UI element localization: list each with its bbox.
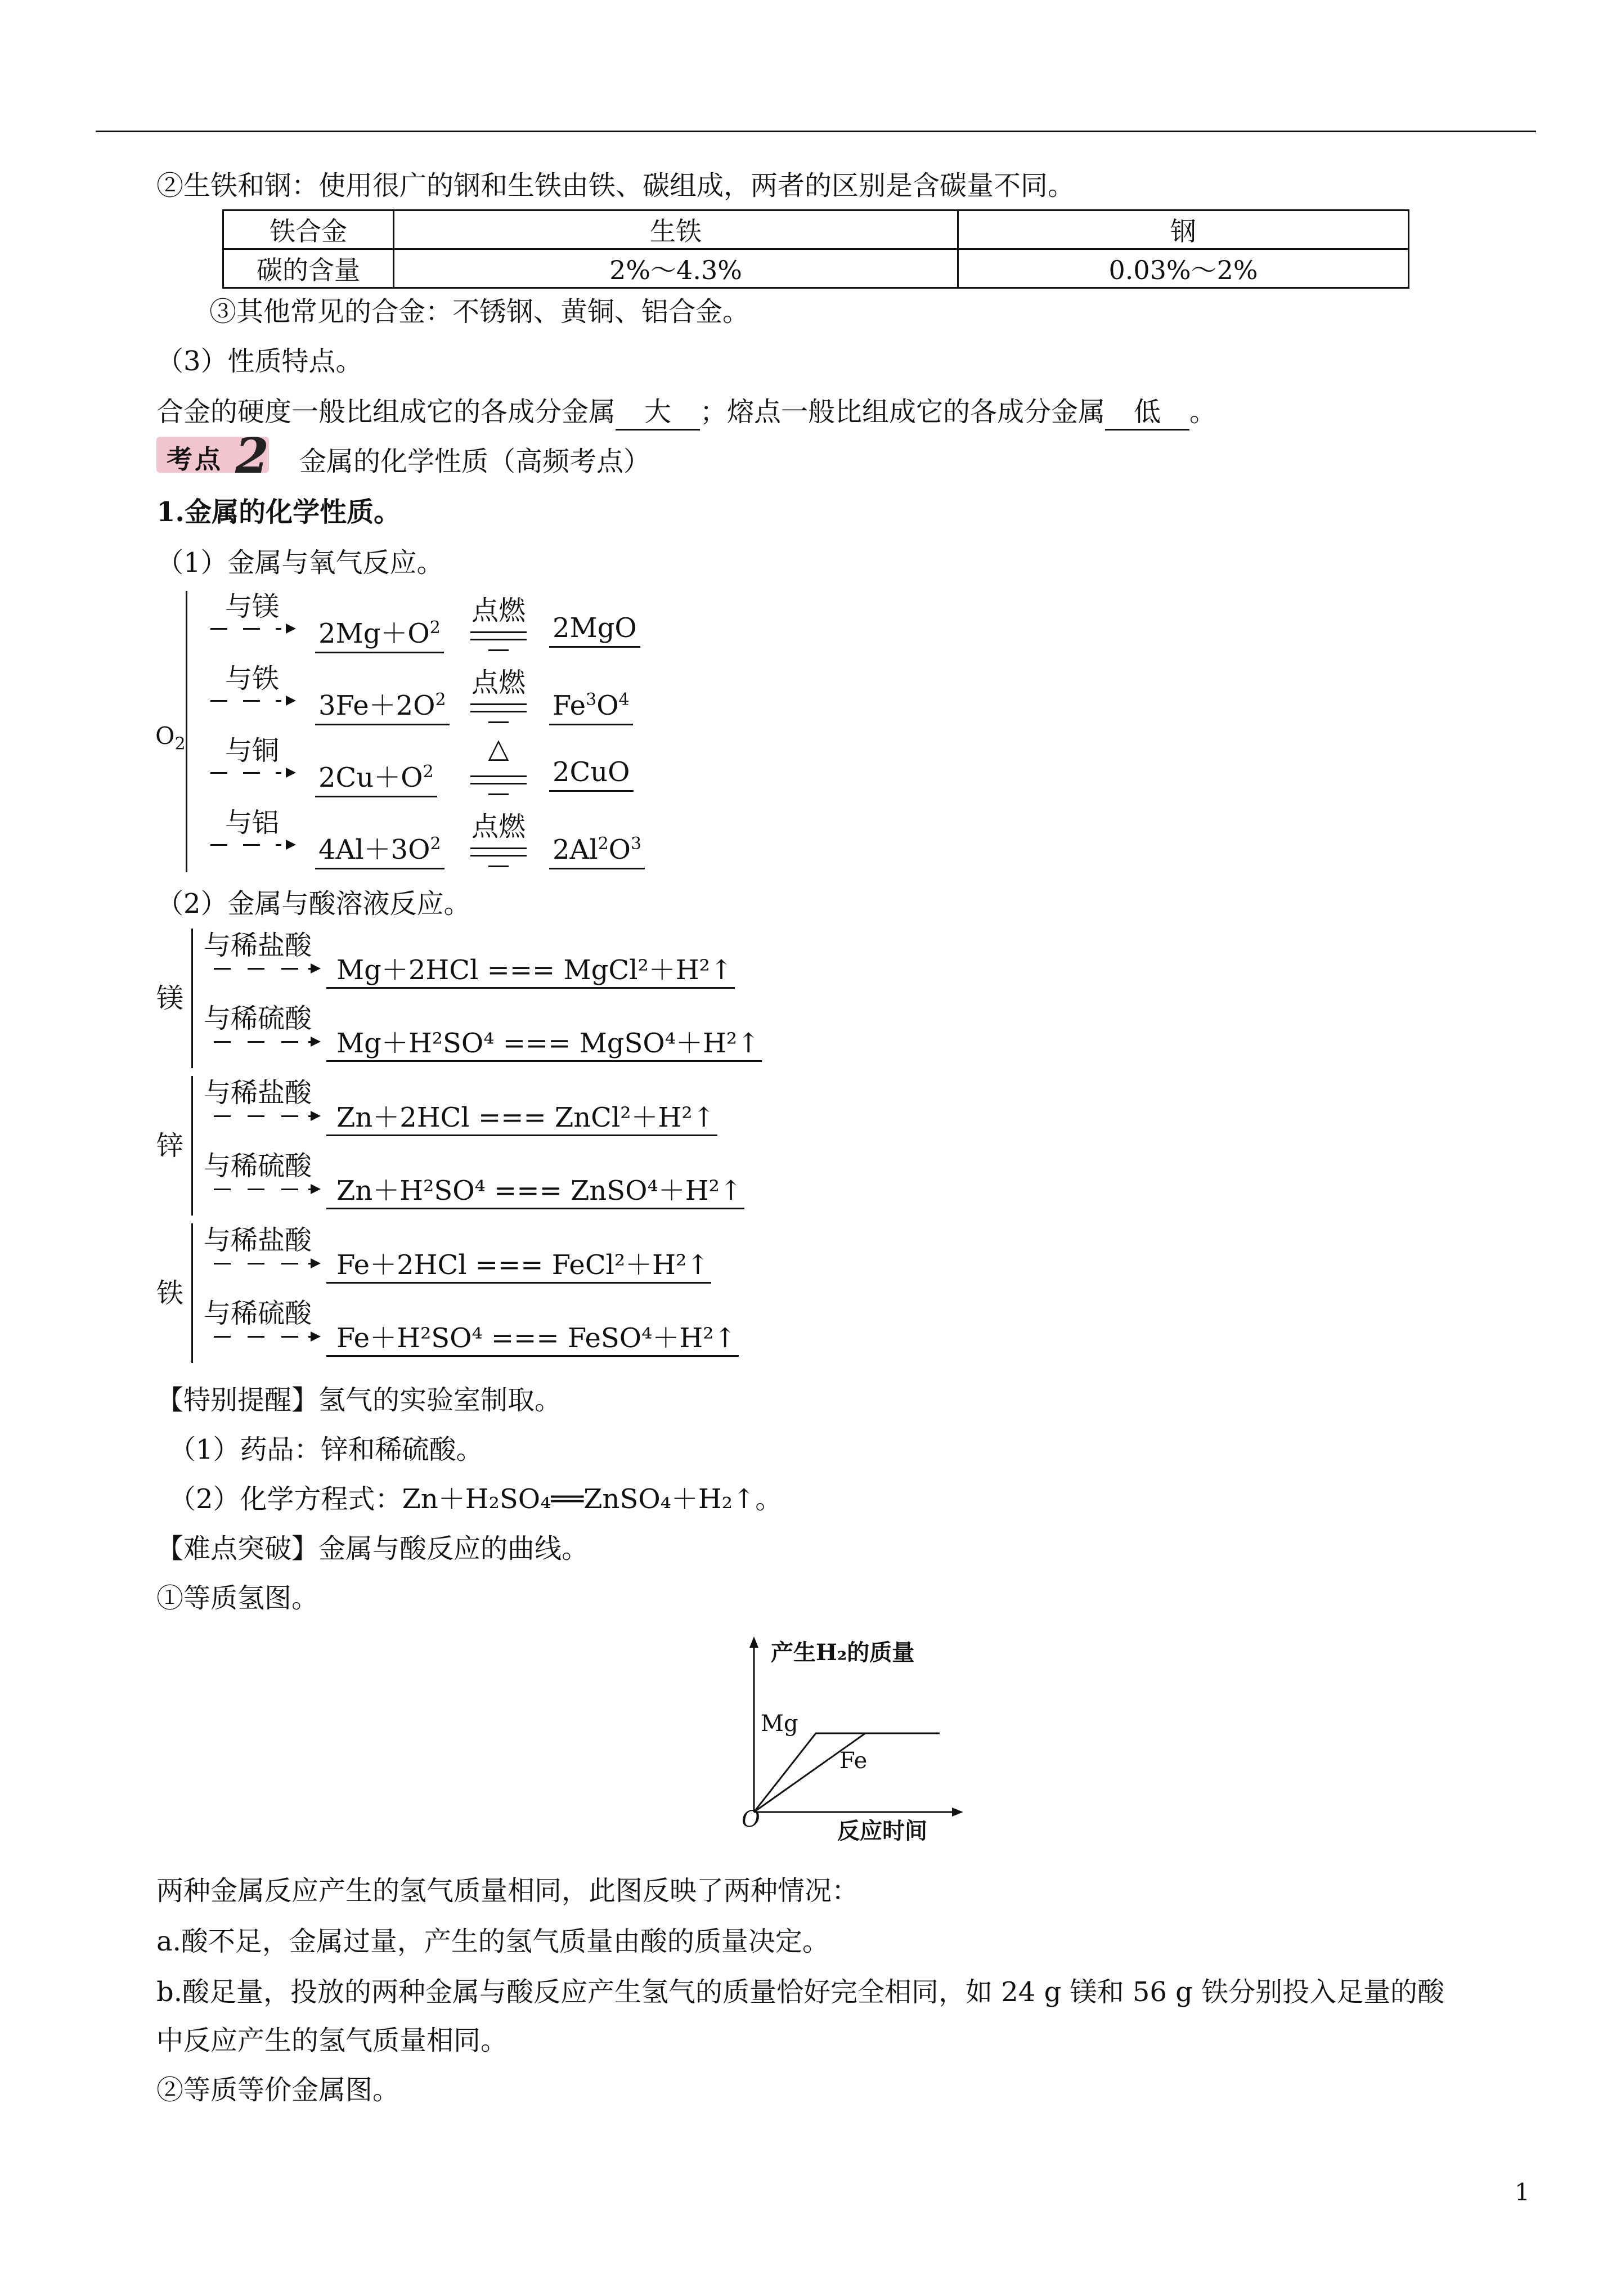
reaction-lhs [315,827,444,869]
arrow-dash [210,700,227,702]
x-axis-arrow [952,1808,963,1817]
table-cell: 钢 [958,210,1409,249]
series-label-fe: Fe [839,1748,868,1774]
oxygen-reactant [155,719,186,761]
arrow-dash [248,1115,264,1117]
line-properties: （3）性质特点。 [156,346,363,377]
subscript: 2 [174,734,186,754]
reaction-with-label: 与铜 [225,735,280,766]
reaction-equation: Zn＋2HCl === ZnCl²＋H²↑ [326,1101,717,1136]
arrow-dash [281,1189,298,1190]
answer-blank-1: 大 [616,395,700,430]
arrow-dash [281,1336,298,1338]
arrow-dash [276,700,281,702]
paragraph-1: 两种金属反应产生的氢气质量相同，此图反映了两种情况： [156,1875,859,1907]
table-cell: 碳的含量 [223,249,394,288]
arrow-head [311,963,321,974]
lhs-text: 4Al＋3O [318,834,430,866]
arrow-dash [281,1041,298,1043]
reaction-with-label: 与铁 [225,663,280,694]
rhs-part: 2 [598,834,609,854]
reaction-with-label: 与铝 [225,807,280,838]
rhs-text: 2MgO [553,612,637,644]
equals-tick [488,793,509,795]
lhs-text: 3Fe＋2O [318,690,435,721]
page-number: 1 [1515,2178,1530,2206]
text: 。 [1189,396,1217,428]
paragraph-4: ②等质等价金属图。 [156,2074,400,2106]
text: 合金的硬度一般比组成它的各成分金属 [156,396,616,428]
equals-tick [488,866,509,867]
series-label-mg: Mg [761,1711,798,1737]
group-brace [191,1076,193,1216]
rhs-part: 3 [586,690,597,710]
kaodian-number: 2 [235,428,269,485]
arrow-dash [210,772,227,774]
kaodian-badge [156,428,269,485]
arrow-dash [248,1263,264,1264]
reaction-equation: Mg＋2HCl === MgCl²＋H²↑ [326,953,735,989]
lhs-sup: 2 [423,762,434,782]
arrow-dash [281,1263,298,1264]
answer-blank-2: 低 [1105,395,1189,430]
kaodian-title: 金属的化学性质（高频考点） [299,446,651,477]
table-cell: 铁合金 [223,210,394,249]
group-brace [191,1223,193,1363]
rhs-part: 4 [618,690,630,710]
equals-sign [470,631,527,640]
arrow-head [311,1111,321,1121]
kaodian-label: 考点 [167,444,223,474]
line-pig-iron-steel: ②生铁和钢：使用很广的钢和生铁由铁、碳组成，两者的区别是含碳量不同。 [156,170,1075,201]
table-cell: 0.03%～2% [958,249,1409,288]
arrow-dash [214,1336,231,1338]
arrow-dash [243,628,260,630]
rhs-part: O [608,834,631,866]
rhs-part: 3 [631,834,642,854]
table-row [223,249,1409,288]
equals-tick [488,721,509,723]
arrow-dash [248,1189,264,1190]
rhs-part: O [596,690,619,721]
paragraph-3a: b.酸足量，投放的两种金属与酸反应产生氢气的质量恰好完全相同，如 24 g 镁和 56 g 铁分别投入足量的酸 [156,1976,1445,2008]
arrow-head [311,1331,321,1342]
equals-sign [470,703,527,712]
oxygen-brace [186,591,187,872]
arrow-dash [243,772,260,774]
arrow-head [286,624,296,634]
arrow-dash [214,1263,231,1264]
lhs-sup: 2 [435,690,446,710]
rhs-text: 2Al [553,834,598,866]
arrow-dash [276,628,281,630]
reaction-with-label: 与稀硫酸 [204,1150,312,1182]
reaction-with-label: 与稀盐酸 [204,1077,312,1109]
reaction-rhs [549,755,634,792]
chart-origin-label: O [742,1806,760,1832]
arrow-dash [276,772,281,774]
arrow-dash [214,1115,231,1117]
reaction-rhs [549,611,640,648]
reaction-condition: 点燃 [471,811,526,842]
paragraph-3b: 中反应产生的氢气质量相同。 [156,2025,508,2056]
equals-sign [470,775,527,784]
equals-sign [470,847,527,856]
arrow-dash [214,1041,231,1043]
lhs-sup: 2 [430,834,441,854]
tip-line-1: （1）药品：锌和稀硫酸。 [169,1434,483,1465]
arrow-dash [248,968,264,970]
arrow-dash [276,844,281,846]
reaction-equation: Fe＋H²SO⁴ === FeSO⁴＋H²↑ [326,1321,739,1357]
reaction-with-label: 与稀盐酸 [204,930,312,961]
reaction-condition: 点燃 [471,595,526,626]
reaction-lhs [315,683,450,725]
difficulty-line-1: ①等质氢图。 [156,1582,319,1614]
tip-line-2: （2）化学方程式：Zn＋H₂SO₄══ZnSO₄＋H₂↑。 [169,1483,783,1515]
arrow-dash [243,700,260,702]
reaction-equation: Zn＋H²SO⁴ === ZnSO⁴＋H²↑ [326,1174,744,1209]
reaction-rhs [549,827,645,869]
subsection-acid: （2）金属与酸溶液反应。 [156,888,471,920]
table-cell: 生铁 [394,210,958,249]
lhs-text: 2Mg＋O [318,618,430,649]
arrow-head [311,1184,321,1194]
reaction-lhs [315,755,437,797]
arrow-dash [248,1041,264,1043]
arrow-dash [281,968,298,970]
metal-label: 锌 [156,1130,184,1162]
group-brace [191,929,193,1068]
y-axis-arrow [749,1636,758,1648]
arrow-head [286,768,296,778]
reaction-condition: △ [488,733,509,764]
reaction-with-label: 与稀硫酸 [204,1003,312,1034]
tip-title: 【特别提醒】氢气的实验室制取。 [156,1384,562,1416]
section-heading: 1.金属的化学性质。 [156,496,401,528]
reaction-lhs [315,611,444,653]
arrow-dash [210,628,227,630]
arrow-head [311,1258,321,1268]
paragraph-2: a.酸不足，金属过量，产生的氢气质量由酸的质量决定。 [156,1926,829,1957]
lhs-text: 2Cu＋O [318,762,423,793]
arrow-dash [248,1336,264,1338]
table-cell: 2%～4.3% [394,249,958,288]
line-hardness [156,395,1216,430]
arrow-dash [281,1115,298,1117]
chart-xlabel: 反应时间 [837,1818,927,1844]
rhs-text: Fe [553,690,586,721]
arrow-dash [214,968,231,970]
lhs-sup: 2 [429,618,441,638]
difficulty-title: 【难点突破】金属与酸反应的曲线。 [156,1533,589,1564]
arrow-head [286,696,296,706]
text: ；熔点一般比组成它的各成分金属 [700,396,1106,428]
reaction-rhs [549,683,633,725]
chart-ylabel: 产生H₂的质量 [771,1639,915,1666]
arrow-head [286,840,296,850]
arrow-head [311,1037,321,1047]
reaction-with-label: 与稀盐酸 [204,1225,312,1256]
text: O [155,722,175,750]
reaction-with-label: 与稀硫酸 [204,1298,312,1329]
header-rule [96,131,1536,132]
carbon-content-table [222,209,1409,289]
arrow-dash [210,844,227,846]
rhs-text: 2CuO [553,756,630,788]
equals-tick [488,649,509,651]
metal-label: 镁 [156,983,184,1014]
reaction-with-label: 与镁 [225,591,280,622]
reaction-equation: Mg＋H²SO⁴ === MgSO⁴＋H²↑ [326,1026,762,1062]
arrow-dash [214,1189,231,1190]
subsection-oxygen: （1）金属与氧气反应。 [156,547,444,579]
arrow-dash [243,844,260,846]
reaction-condition: 点燃 [471,667,526,698]
reaction-equation: Fe＋2HCl === FeCl²＋H²↑ [326,1248,711,1284]
table-row [223,210,1409,249]
metal-label: 铁 [156,1277,184,1309]
line-other-alloys: ③其他常见的合金：不锈钢、黄铜、铝合金。 [209,296,750,328]
